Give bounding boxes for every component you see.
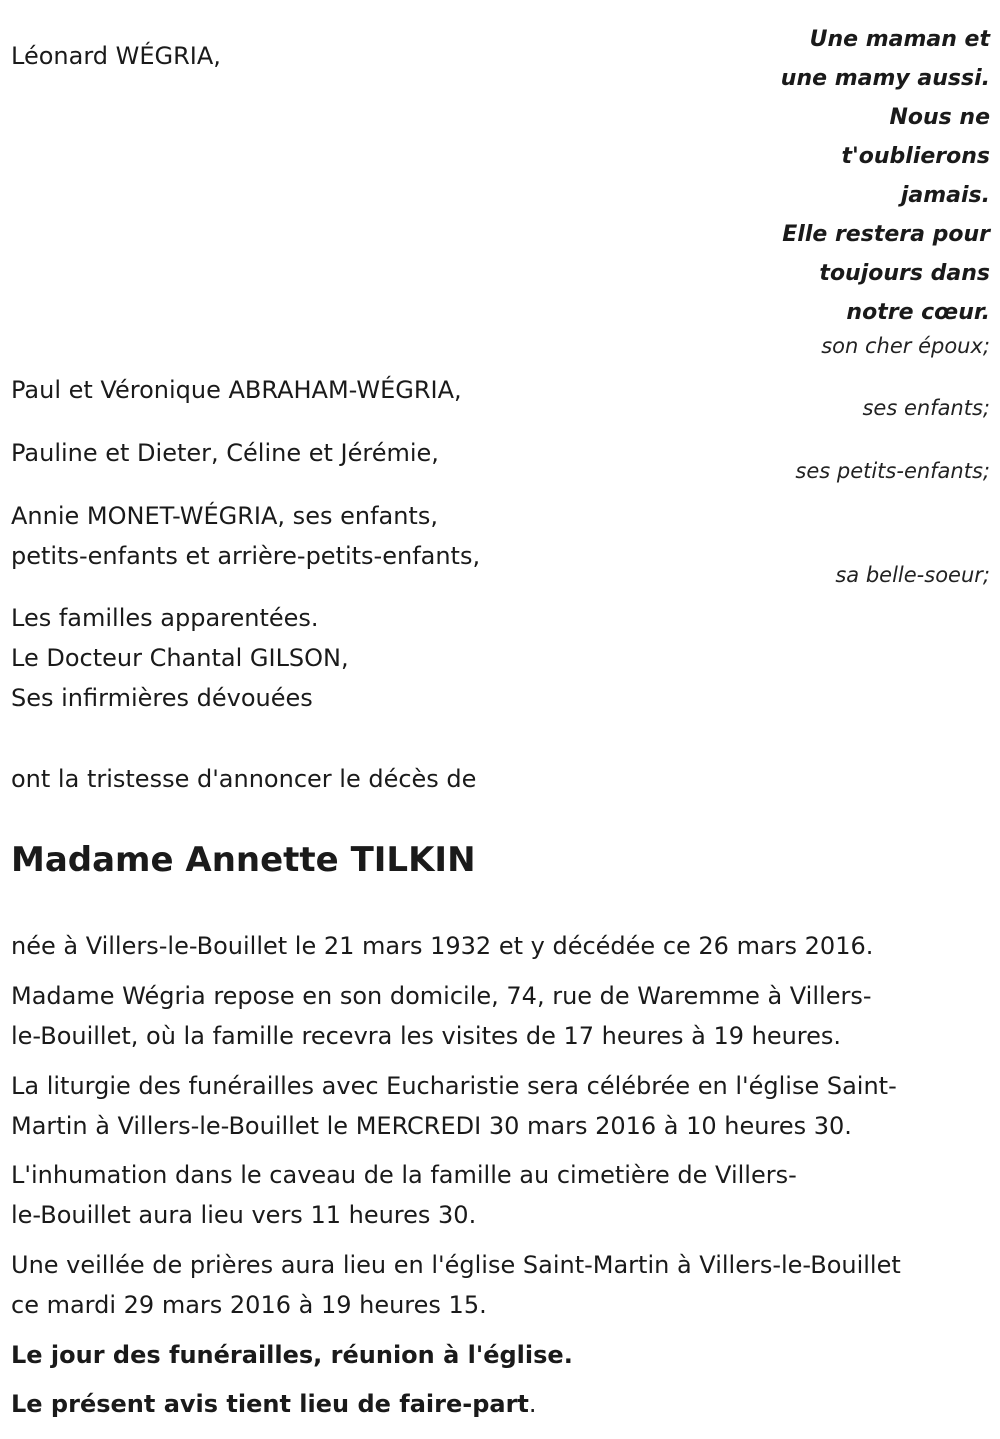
liturgy-line-1: La liturgie des funérailles avec Eucharistie sera célébrée en l'église Saint-	[11, 1072, 897, 1100]
grandchildren-relation: ses petits-enfants;	[795, 459, 990, 483]
grandchildren-names: Pauline et Dieter, Céline et Jérémie,	[11, 439, 439, 467]
sister-in-law-line-1: Annie MONET-WÉGRIA, ses enfants,	[11, 502, 438, 530]
burial-line-2: le-Bouillet aura lieu vers 11 heures 30.	[11, 1201, 477, 1229]
children-relation: ses enfants;	[862, 396, 990, 420]
quote-line: Une maman et	[809, 27, 990, 52]
final-period: .	[528, 1390, 537, 1418]
quote-line: jamais.	[900, 183, 990, 208]
spouse-relation: son cher époux;	[821, 334, 990, 358]
quote-line: Elle restera pour	[782, 222, 990, 247]
quote-line: t'oublierons	[841, 144, 990, 169]
deceased-name: Madame Annette TILKIN	[11, 840, 476, 880]
spouse-name: Léonard WÉGRIA,	[11, 42, 221, 70]
faire-part-line	[11, 1384, 537, 1424]
children-names: Paul et Véronique ABRAHAM-WÉGRIA,	[11, 376, 462, 404]
quote-line: Nous ne	[889, 105, 990, 130]
other-line: Le Docteur Chantal GILSON,	[11, 644, 349, 672]
quote-line: toujours dans	[819, 261, 990, 286]
vigil-line-1: Une veillée de prières aura lieu en l'église Saint-Martin à Villers-le-Bouillet	[11, 1251, 901, 1279]
quote-line: une mamy aussi.	[780, 66, 990, 91]
announcement-text: ont la tristesse d'annoncer le décès de	[11, 765, 477, 793]
liturgy-line-2: Martin à Villers-le-Bouillet le MERCREDI 30 mars 2016 à 10 heures 30.	[11, 1112, 852, 1140]
quote-line: notre cœur.	[846, 300, 990, 325]
vigil-line-2: ce mardi 29 mars 2016 à 19 heures 15.	[11, 1291, 487, 1319]
burial-line-1: L'inhumation dans le caveau de la famille au cimetière de Villers-	[11, 1161, 797, 1189]
birth-death-line: née à Villers-le-Bouillet le 21 mars 1932 et y décédée ce 26 mars 2016.	[11, 932, 874, 960]
repose-line-2: le-Bouillet, où la famille recevra les visites de 17 heures à 19 heures.	[11, 1022, 842, 1050]
memorial-quote	[781, 20, 990, 332]
repose-line-1: Madame Wégria repose en son domicile, 74, rue de Waremme à Villers-	[11, 982, 872, 1010]
faire-part-text: Le présent avis tient lieu de faire-part	[11, 1390, 529, 1418]
sister-in-law-line-2: petits-enfants et arrière-petits-enfants,	[11, 542, 481, 570]
other-line: Les familles apparentées.	[11, 604, 319, 632]
funeral-meeting-line: Le jour des funérailles, réunion à l'église.	[11, 1341, 573, 1369]
other-line: Ses infirmières dévouées	[11, 684, 313, 712]
sister-in-law-relation: sa belle-soeur;	[835, 563, 990, 587]
